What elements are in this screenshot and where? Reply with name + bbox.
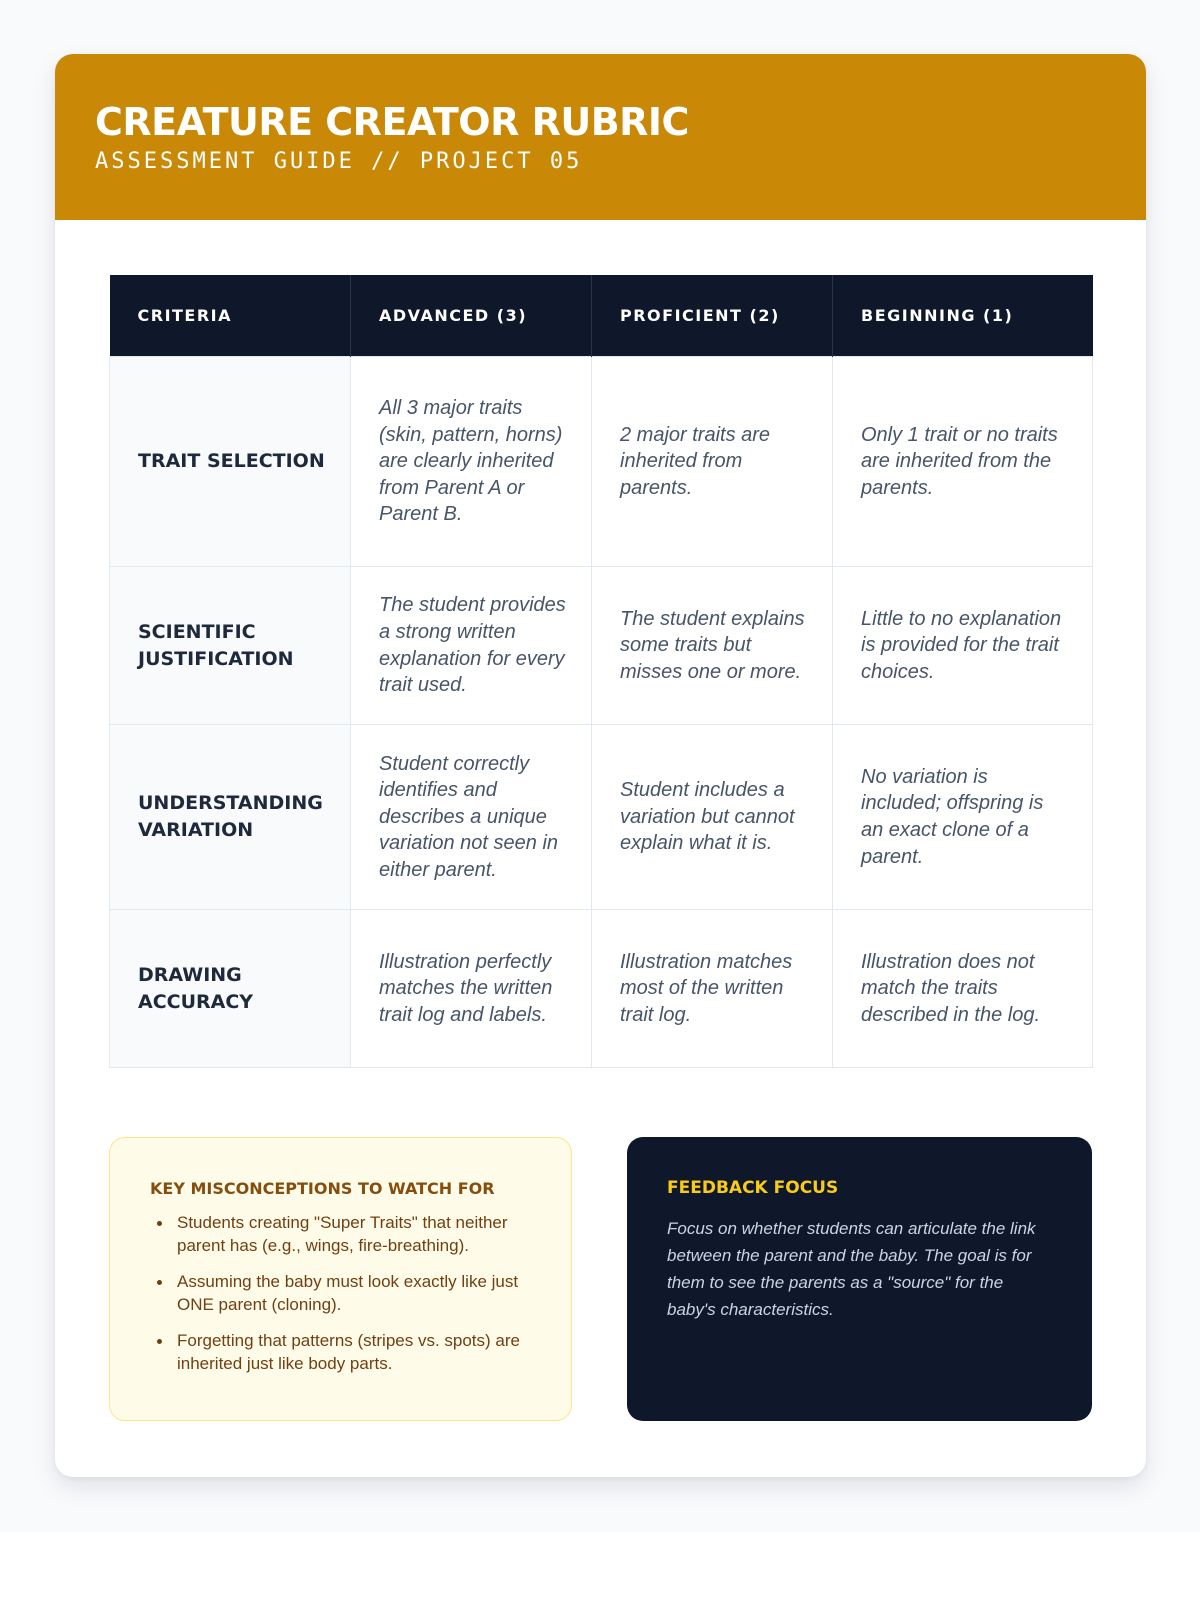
advanced-cell: Illustration perfectly matches the written trait log and labels. (351, 910, 592, 1068)
feedback-title: FEEDBACK FOCUS (667, 1178, 839, 1198)
list-item (177, 1270, 531, 1316)
criteria-cell: SCIENTIFIC JUSTIFICATION (110, 567, 351, 725)
misconceptions-title: KEY MISCONCEPTIONS TO WATCH FOR (150, 1179, 495, 1198)
column-header-beginning: BEGINNING (1) (833, 275, 1093, 357)
list-item-text: Forgetting that patterns (stripes vs. spots) are inherited just like body parts. (177, 1331, 520, 1373)
rubric-table (109, 275, 1093, 1068)
table-row (110, 357, 1093, 567)
table-row (110, 567, 1093, 725)
advanced-cell: Student correctly identifies and describes a unique variation not seen in either parent. (351, 725, 592, 910)
misconceptions-list (150, 1211, 531, 1375)
page-bottom-strip (0, 1532, 1200, 1600)
beginning-cell: Illustration does not match the traits described in the log. (833, 910, 1093, 1068)
proficient-cell: Illustration matches most of the written trait log. (592, 910, 833, 1068)
list-item-text: Assuming the baby must look exactly like just ONE parent (cloning). (177, 1272, 519, 1314)
criteria-cell: TRAIT SELECTION (110, 357, 351, 567)
page-subtitle: ASSESSMENT GUIDE // PROJECT 05 (95, 149, 583, 174)
proficient-cell: The student explains some traits but misses one or more. (592, 567, 833, 725)
bullet-icon (157, 1339, 162, 1344)
bullet-icon (157, 1280, 162, 1285)
proficient-cell: 2 major traits are inherited from parents. (592, 357, 833, 567)
list-item (177, 1329, 531, 1375)
beginning-cell: Only 1 trait or no traits are inherited from the parents. (833, 357, 1093, 567)
rubric-header-row (110, 275, 1093, 357)
column-header-criteria: CRITERIA (110, 275, 351, 357)
advanced-cell: The student provides a strong written explanation for every trait used. (351, 567, 592, 725)
bullet-icon (157, 1221, 162, 1226)
misconceptions-box (109, 1137, 572, 1421)
page-title: CREATURE CREATOR RUBRIC (95, 100, 689, 144)
criteria-cell: UNDERSTANDING VARIATION (110, 725, 351, 910)
column-header-advanced: ADVANCED (3) (351, 275, 592, 357)
list-item-text: Students creating "Super Traits" that neither parent has (e.g., wings, fire-breathing). (177, 1213, 508, 1255)
rubric-card (55, 54, 1146, 1477)
proficient-cell: Student includes a variation but cannot explain what it is. (592, 725, 833, 910)
advanced-cell: All 3 major traits (skin, pattern, horns) are clearly inherited from Parent A or Parent B. (351, 357, 592, 567)
beginning-cell: Little to no explanation is provided for the trait choices. (833, 567, 1093, 725)
column-header-proficient: PROFICIENT (2) (592, 275, 833, 357)
criteria-cell: DRAWING ACCURACY (110, 910, 351, 1068)
feedback-box (627, 1137, 1092, 1421)
table-row (110, 910, 1093, 1068)
feedback-body: Focus on whether students can articulate the link between the parent and the baby. The goal is for them to see the parents as a "source" for the baby's characteristics. (667, 1219, 1036, 1319)
header-banner (55, 54, 1146, 220)
beginning-cell: No variation is included; offspring is an exact clone of a parent. (833, 725, 1093, 910)
table-row (110, 725, 1093, 910)
list-item (177, 1211, 531, 1257)
